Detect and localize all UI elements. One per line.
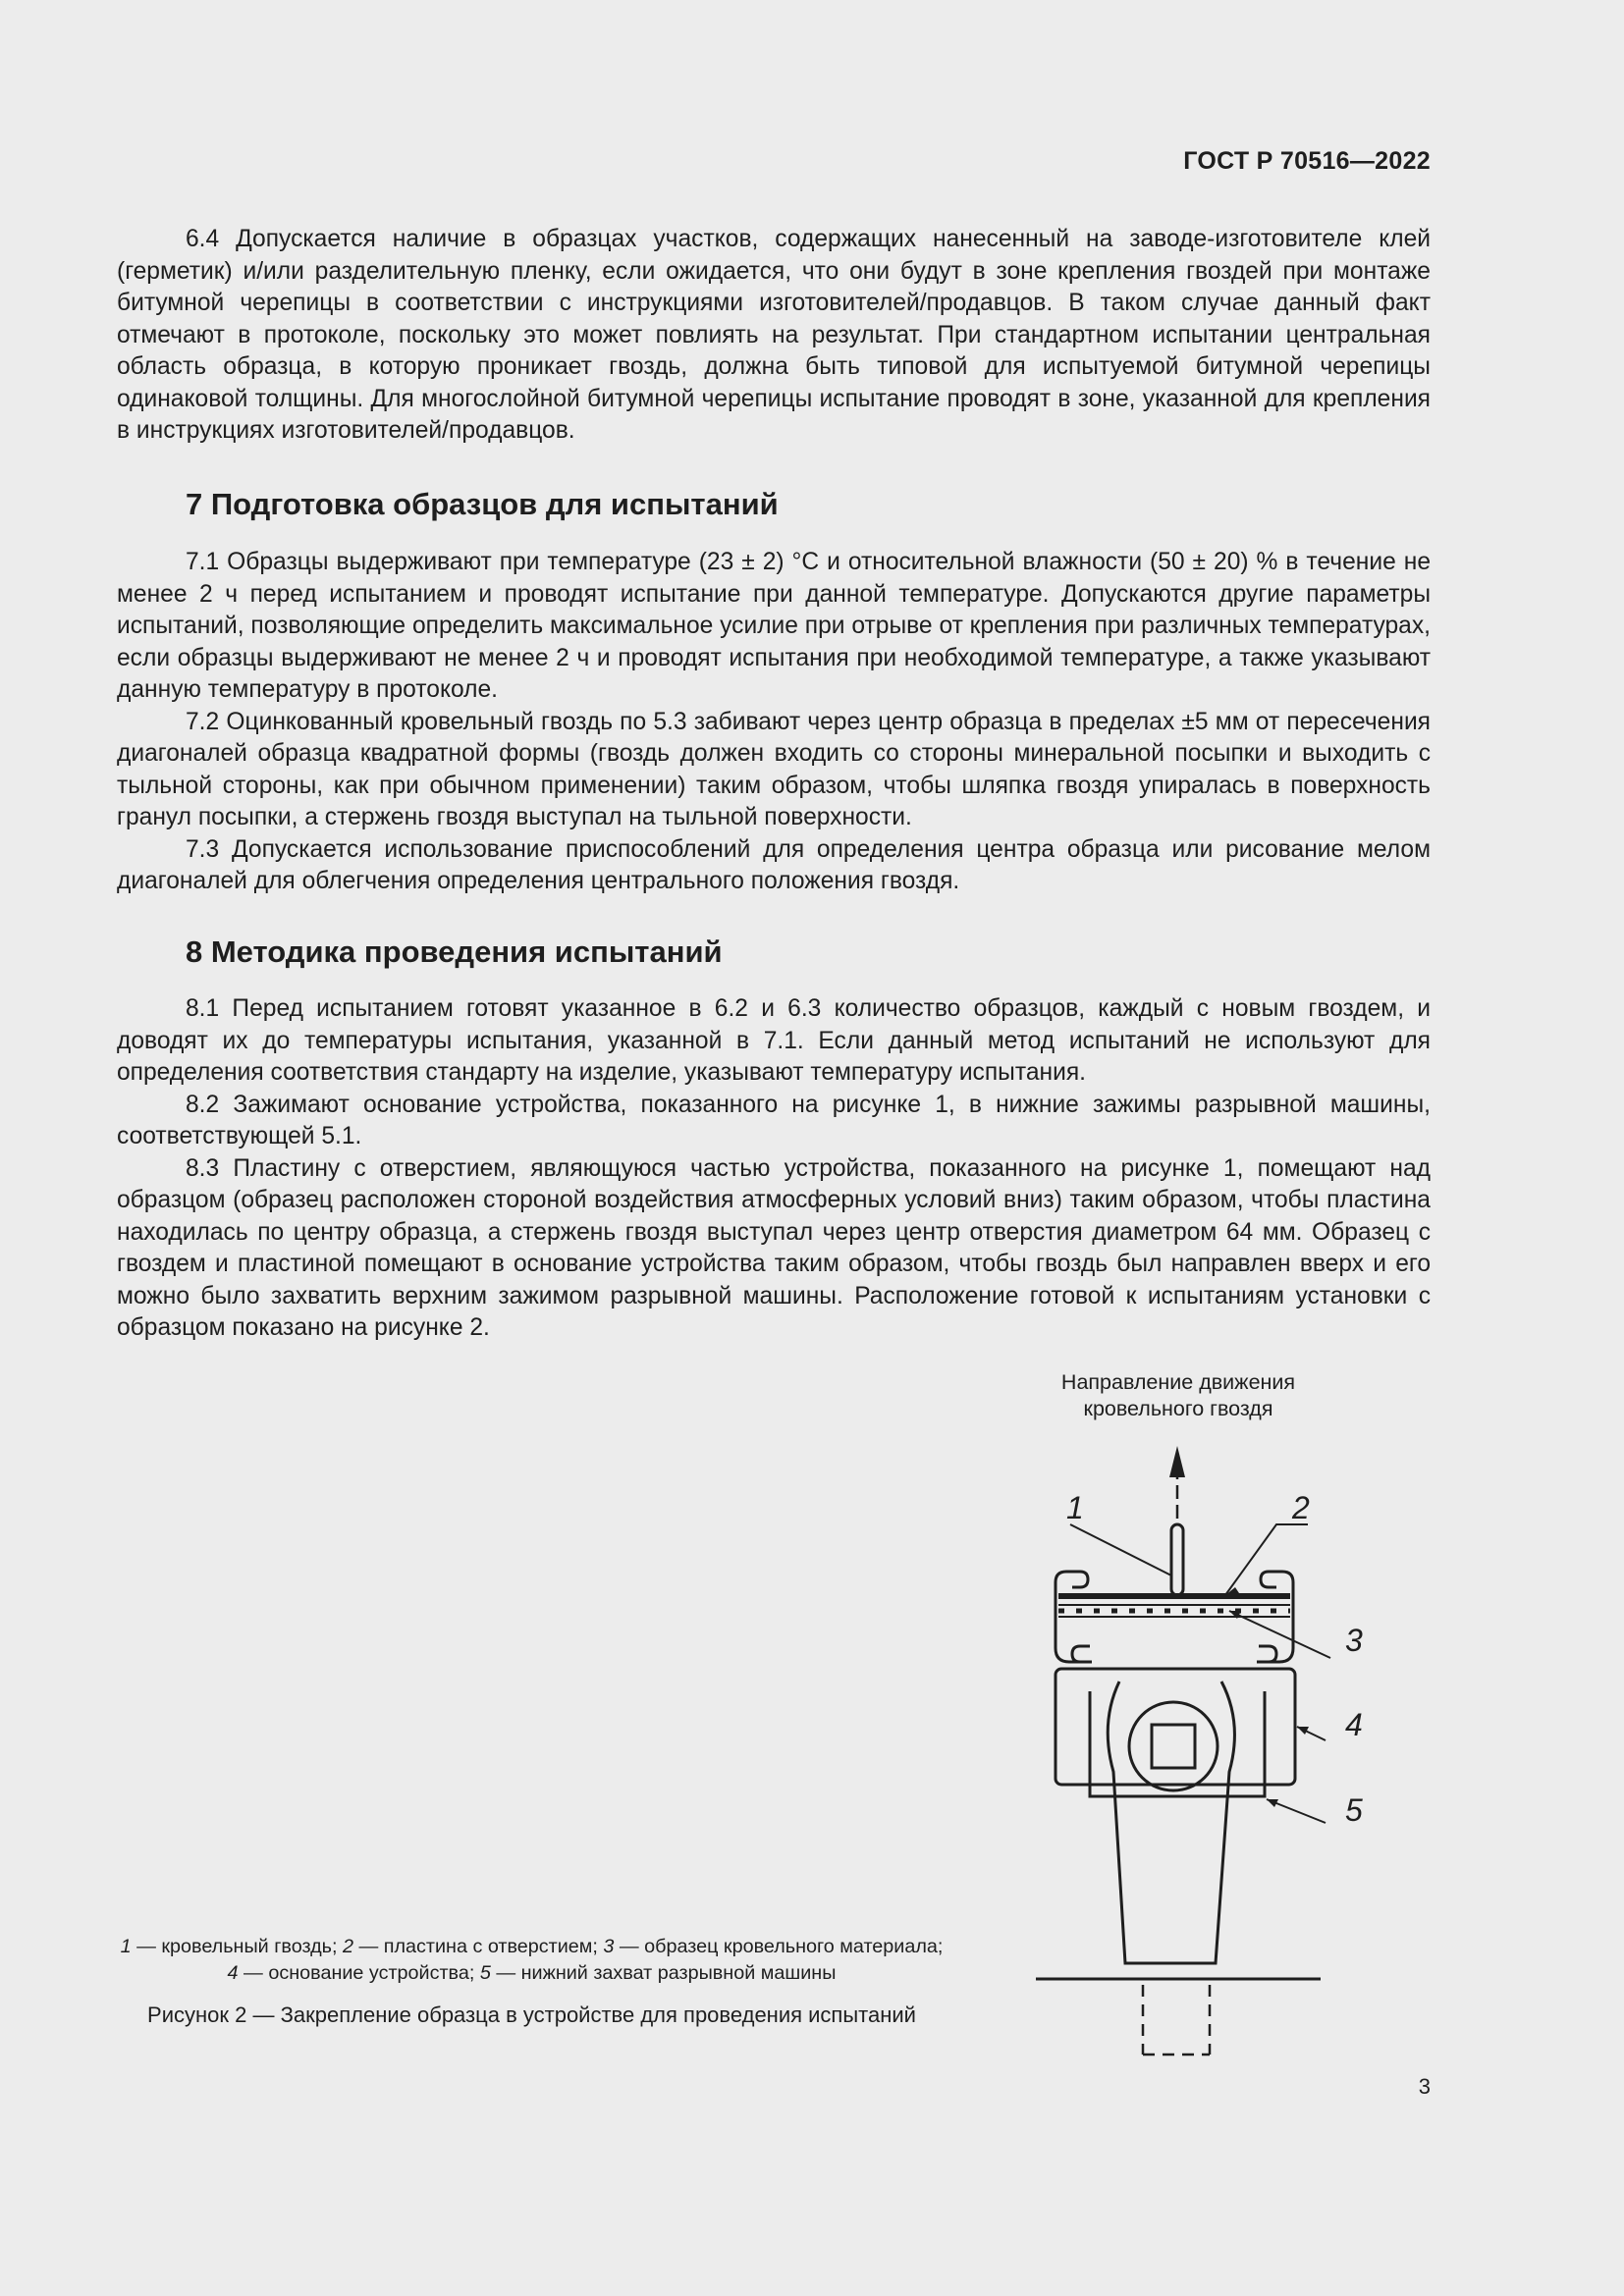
section-7-body	[117, 547, 1431, 898]
figure-caption: Рисунок 2 — Закрепление образца в устройстве для проведения испытаний	[147, 2002, 916, 2027]
roofing-nail	[1171, 1524, 1183, 1595]
legend-text-5: — нижний захват разрывной машины	[490, 1962, 837, 1984]
legend-text-2: — пластина с отверстием;	[353, 1936, 604, 1957]
direction-label-line-2: кровельного гвоздя	[1083, 1397, 1273, 1420]
legend-text-1: — кровельный гвоздь;	[131, 1936, 343, 1957]
leader-1	[1070, 1524, 1171, 1575]
paragraph-7-2: 7.2 Оцинкованный кровельный гвоздь по 5.3 забивают через центр образца в пределах ±5 мм от пересечения диагоналей образца квадратной формы (гвоздь должен входить со стороны минеральной посыпки и выходить с тыльной стороны, как при обычном применении) таким образом, чтобы шляпка гвоздя упиралась в поверхность гранул посыпки, а стержень гвоздя выступал на тыльной поверхности.	[117, 708, 1431, 830]
section-8-body	[117, 993, 1431, 1345]
direction-arrow-icon	[1169, 1446, 1185, 1519]
callout-1: 1	[1066, 1490, 1084, 1525]
paragraph-8-1: 8.1 Перед испытанием готовят указанное в 6.2 и 6.3 количество образцов, каждый с новым гвоздем, и доводят их до температуры испытания, указанной в 7.1. Если данный метод испытаний не используют для определения соответствия стандарту на изделие, указывают температуру испытания.	[117, 995, 1431, 1086]
callout-3: 3	[1345, 1623, 1363, 1658]
paragraph-block-6-4	[117, 224, 1431, 448]
legend-text-4: — основание устройства;	[238, 1962, 480, 1984]
roofing-specimen	[1058, 1605, 1290, 1617]
legend-num-5: 5	[479, 1962, 491, 1984]
frame-lower	[1056, 1613, 1293, 1662]
section-7-title: 7 Подготовка образцов для испытаний	[186, 487, 779, 521]
callout-2: 2	[1292, 1490, 1310, 1525]
figure-2	[1011, 1369, 1384, 2076]
test-fixture-diagram	[1011, 1369, 1384, 2076]
document-header: ГОСТ Р 70516—2022	[1183, 147, 1431, 175]
grip-extension	[1143, 1985, 1210, 2055]
page-number: 3	[1418, 2074, 1431, 2099]
leader-2	[1225, 1524, 1308, 1595]
legend-num-3: 3	[603, 1936, 615, 1957]
direction-label-line-1: Направление движения	[1060, 1370, 1296, 1394]
paragraph-8-3: 8.3 Пластину с отверстием, являющуюся частью устройства, показанного на рисунке 1, помещают над образцом (образец расположен стороной воздействия атмосферных условий вниз) таким образом, чтобы пластина находилась по центру образца, а стержень гвоздя выступал через центр отверстия диаметром 64 мм. Образец с гвоздем и пластиной помещают в основание устройства таким образом, чтобы гвоздь был направлен вверх и его можно было захватить верхним зажимом разрывной машины. Расположение готовой к испытаниям установки с образцом показано на рисунке 2.	[117, 1154, 1431, 1341]
callout-5: 5	[1345, 1792, 1363, 1828]
section-8-title: 8 Методика проведения испытаний	[186, 934, 723, 969]
figure-legend	[117, 1934, 947, 1987]
legend-text-3: — образец кровельного материала;	[614, 1936, 944, 1957]
plate-with-hole	[1058, 1593, 1290, 1599]
leader-3	[1229, 1611, 1330, 1658]
paragraph-7-3: 7.3 Допускается использование приспособлений для определения центра образца или рисование мелом диагоналей для облегчения определения центрального положения гвоздя.	[117, 835, 1431, 894]
callout-4: 4	[1345, 1707, 1363, 1742]
legend-num-4: 4	[227, 1962, 239, 1984]
plate-frame	[1056, 1572, 1293, 1613]
paragraph-8-2: 8.2 Зажимают основание устройства, показанного на рисунке 1, в нижние зажимы разрывной машины, соответствующей 5.1.	[117, 1091, 1431, 1149]
paragraph-7-1: 7.1 Образцы выдерживают при температуре (23 ± 2) °С и относительной влажности (50 ± 20) % в течение не менее 2 ч перед испытанием и проводят испытание при данной температуре. Допускаются другие параметры испытаний, позволяющие определить максимальное усилие при отрыве от крепления при различных температурах, если образцы выдерживают не менее 2 ч и проводят испытания при необходимой температуре, а также указывают данную температуру в протоколе.	[117, 549, 1431, 703]
paragraph-6-4: 6.4 Допускается наличие в образцах участков, содержащих нанесенный на заводе-изготовителе клей (герметик) и/или разделительную пленку, если ожидается, что они будут в зоне крепления гвоздей при монтаже битумной черепицы в соответствии с инструкциями изготовителей/продавцов. В таком случае данный факт отмечают в протоколе, поскольку это может повлиять на результат. При стандартном испытании центральная область образца, в которую проникает гвоздь, должна быть типовой для испытуемой битумной черепицы одинаковой толщины. Для многослойной битумной черепицы испытание проводят в зоне, указанной для крепления в инструкциях изготовителей/продавцов.	[117, 226, 1431, 444]
legend-num-1: 1	[120, 1936, 132, 1957]
legend-num-2: 2	[342, 1936, 353, 1957]
lower-grip	[1090, 1682, 1265, 1963]
